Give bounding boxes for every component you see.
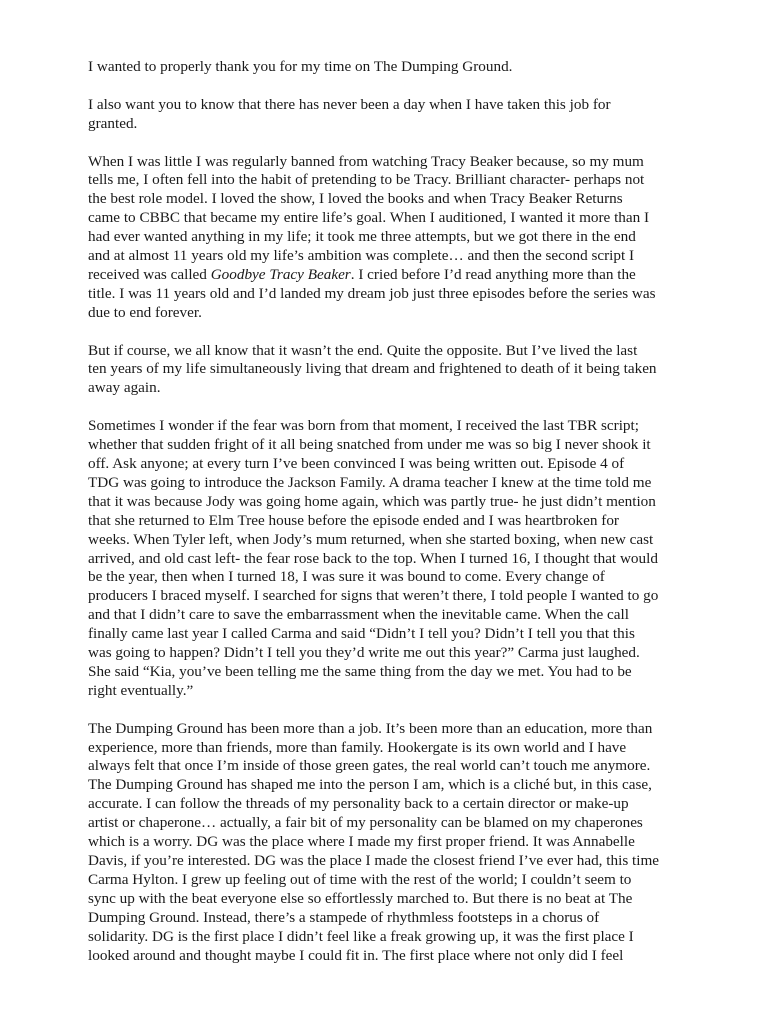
paragraph-childhood	[88, 153, 728, 323]
text-line: solidarity. DG is the first place I didn’t feel like a freak growing up, it was the first place I	[88, 927, 634, 945]
text-line: TDG was going to introduce the Jackson Family. A drama teacher I knew at the time told me	[88, 473, 652, 491]
text-line: Carma Hylton. I grew up feeling out of time with the rest of the world; I couldn’t seem to	[88, 870, 632, 888]
text-line: granted.	[88, 114, 138, 132]
text-line: But if course, we all know that it wasn’t the end. Quite the opposite. But I’ve lived the last	[88, 341, 638, 359]
text-line: looked around and thought maybe I could fit in. The first place where not only did I feel	[88, 946, 624, 964]
paragraph-never-granted	[88, 96, 728, 134]
text-line: off. Ask anyone; at every turn I’ve been convinced I was being written out. Episode 4 of	[88, 454, 625, 472]
text-line: right eventually.”	[88, 681, 194, 699]
text-line: the best role model. I loved the show, I loved the books and when Tracy Beaker Returns	[88, 190, 623, 208]
text-line: Sometimes I wonder if the fear was born from that moment, I received the last TBR script;	[88, 417, 639, 435]
text-line: When I was little I was regularly banned from watching Tracy Beaker because, so my mum	[88, 152, 644, 170]
text-line: accurate. I can follow the threads of my personality back to a certain director or make-up	[88, 795, 629, 813]
text-line: I also want you to know that there has never been a day when I have taken this job for	[88, 95, 611, 113]
text-line: that she returned to Elm Tree house before the episode ended and I was heartbroken for	[88, 511, 619, 529]
text-line: producers I braced myself. I searched for signs that weren’t there, I told people I wanted to go	[88, 587, 659, 605]
letter-body	[88, 58, 728, 984]
text-line: and at almost 11 years old my life’s ambition was complete… and then the second script I	[88, 247, 635, 265]
text-line: artist or chaperone… actually, a fair bit of my personality can be blamed on my chaperones	[88, 814, 643, 832]
text-line	[88, 266, 728, 285]
text-line: Davis, if you’re interested. DG was the place I made the closest friend I’ve ever had, this time	[88, 851, 660, 869]
text-line: was going to happen? Didn’t I tell you they’d write me out this year?” Carma just laughed.	[88, 644, 640, 662]
text-line: had ever wanted anything in my life; it took me three attempts, but we got there in the end	[88, 228, 636, 246]
text-line: The Dumping Ground has been more than a job. It’s been more than an education, more than	[88, 719, 653, 737]
paragraph-more-than-a-job	[88, 720, 728, 966]
text-line: The Dumping Ground has shaped me into the person I am, which is a cliché but, in this case,	[88, 776, 652, 794]
script-title: Goodbye Tracy Beaker	[210, 265, 351, 283]
text-line: experience, more than friends, more than family. Hookergate is its own world and I have	[88, 738, 627, 756]
text-line: ten years of my life simultaneously living that dream and frightened to death of it being taken	[88, 360, 657, 378]
text-line: due to end forever.	[88, 303, 202, 321]
text-line: came to CBBC that became my entire life’s goal. When I auditioned, I wanted it more than I	[88, 209, 650, 227]
text-line: which is a worry. DG was the place where I made my first proper friend. It was Annabelle	[88, 833, 635, 851]
text-line: always felt that once I’m inside of those green gates, the real world can’t touch me anymore.	[88, 757, 651, 775]
text-segment: received was called	[88, 265, 211, 283]
text-line: title. I was 11 years old and I’d landed my dream job just three episodes before the series was	[88, 284, 656, 302]
text-line: finally came last year I called Carma and said “Didn’t I tell you? Didn’t I tell you that this	[88, 625, 635, 643]
paragraph-thanks	[88, 58, 728, 77]
text-line: Dumping Ground. Instead, there’s a stampede of rhythmless footsteps in a chorus of	[88, 908, 600, 926]
text-line: weeks. When Tyler left, when Jody’s mum returned, when she started boxing, when new cast	[88, 530, 654, 548]
text-line: away again.	[88, 379, 161, 397]
text-line: tells me, I often fell into the habit of pretending to be Tracy. Brilliant character- perhaps not	[88, 171, 645, 189]
paragraph-not-the-end	[88, 342, 728, 399]
text-line: and that I didn’t care to save the embarrassment when the inevitable came. When the call	[88, 606, 629, 624]
text-line: whether that sudden fright of it all being snatched from under me was so big I never shook it	[88, 436, 651, 454]
text-line: arrived, and old cast left- the fear rose back to the top. When I turned 16, I thought that would	[88, 549, 658, 567]
text-line: She said “Kia, you’ve been telling me the same thing from the day we met. You had to be	[88, 662, 632, 680]
text-segment: . I cried before I’d read anything more than the	[350, 265, 636, 283]
text-line: that it was because Jody was going home again, which was partly true- he just didn’t mention	[88, 492, 656, 510]
paragraph-fear	[88, 417, 728, 701]
text-line: sync up with the beat everyone else so effortlessly marched to. But there is no beat at The	[88, 889, 633, 907]
text-line: be the year, then when I turned 18, I was sure it was bound to come. Every change of	[88, 568, 605, 586]
text-line: I wanted to properly thank you for my time on The Dumping Ground.	[88, 58, 513, 75]
